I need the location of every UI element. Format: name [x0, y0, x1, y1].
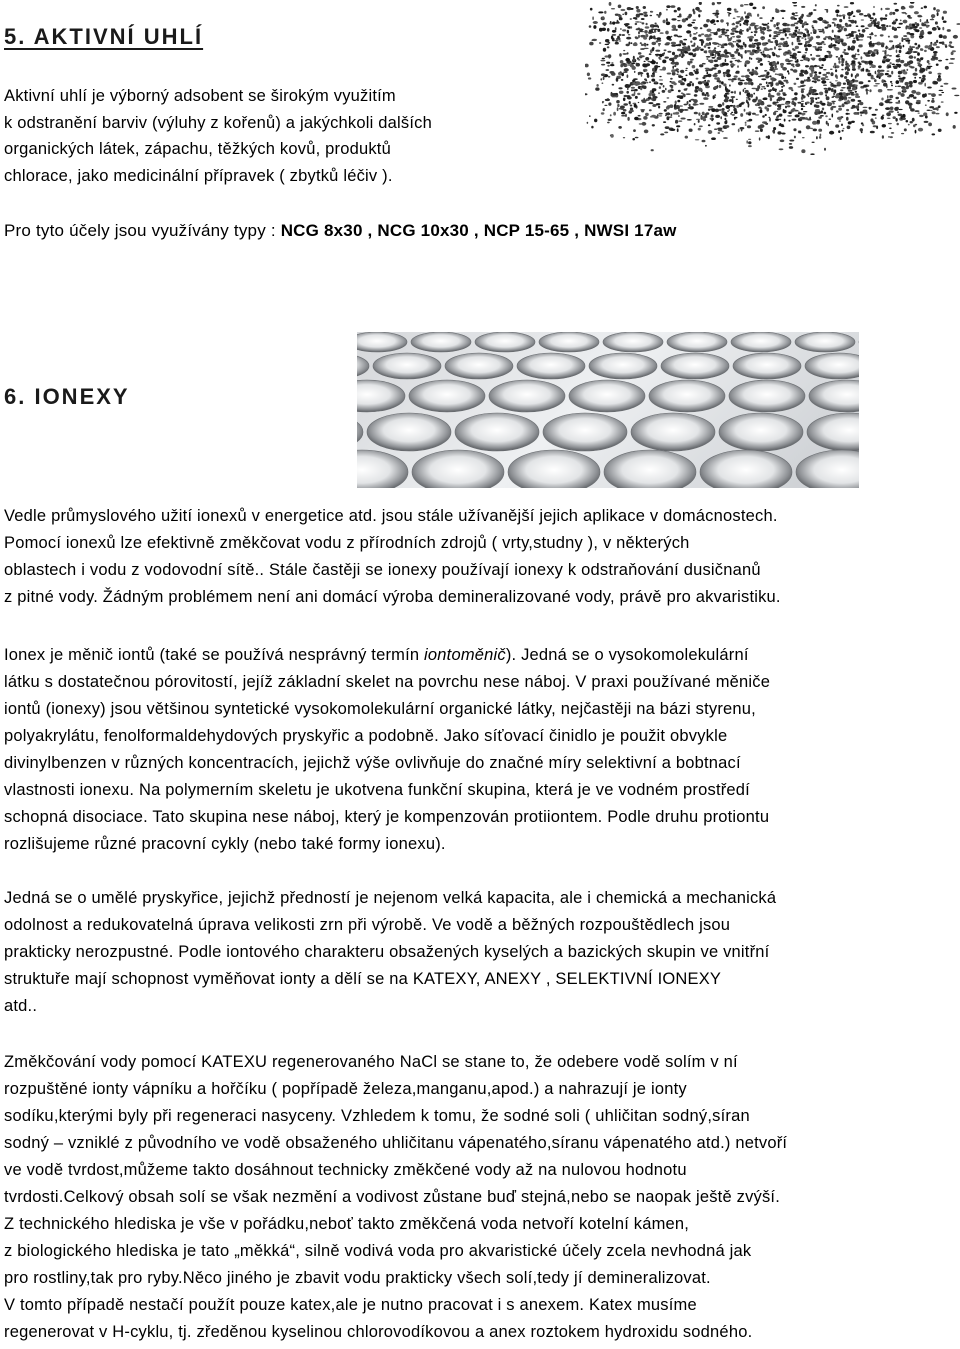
- text-line: z biologického hlediska je tato „měkká“, silně vodivá voda pro akvaristické účely zcela nevhodná jak: [4, 1242, 752, 1260]
- activated-carbon-granules-image: [585, 2, 960, 160]
- text-line: Vedle průmyslového užití ionexů v energetice atd. jsou stále užívanější jejich aplikace v domácnostech.: [4, 507, 778, 525]
- ion-exchange-resin-beads-image: [357, 332, 859, 488]
- text-line: z pitné vody. Žádným problémem není ani domácí výroba demineralizované vody, právě pro akvaristiku.: [4, 588, 781, 606]
- text-line: regenerovat v H-cyklu, tj. zředěnou kyselinou chlorovodíkovou a anex roztokem hydroxidu sodného.: [4, 1323, 753, 1341]
- text-line: divinylbenzen v různých koncentracích, jejichž výše ovlivňuje do značné míry selektivní a bobtnací: [4, 754, 741, 772]
- text-line: k odstranění barviv (výluhy z kořenů) a jakýchkoli dalších: [4, 113, 432, 132]
- text-line: iontů (ionexy) jsou většinou syntetické vysokomolekulární organické látky, nejčastěji na bázi styrenu,: [4, 700, 756, 718]
- text-span: ). Jedná se o vysokomolekulární: [505, 646, 749, 664]
- text-line: organických látek, zápachu, těžkých kovů, produktů: [4, 140, 391, 158]
- types-list: NCG 8x30 , NCG 10x30 , NCP 15-65 , NWSI 17aw: [280, 221, 677, 240]
- text-line: tvrdosti.Celkový obsah solí se však nezmění a vodivost zůstane buď stejná,nebo se naopak ještě zvýší.: [4, 1188, 780, 1206]
- text-line: V tomto případě nestačí použít pouze katex,ale je nutno pracovat i s anexem. Katex musíme: [4, 1296, 697, 1314]
- text-line: rozlišujeme různé pracovní cykly (nebo také formy ionexu).: [4, 835, 446, 853]
- text-line: Pomocí ionexů lze efektivně změkčovat vodu z přírodních zdrojů ( vrty,studny ), v některých: [4, 534, 690, 552]
- text-line: chlorace, jako medicinální přípravek ( zbytků léčiv ).: [4, 166, 393, 185]
- text-line: látku s dostatečnou pórovitostí, jejíž základní skelet na povrchu nese náboj. V praxi používané měniče: [4, 673, 771, 691]
- ionex-intro-paragraph: [4, 503, 781, 611]
- text-line: struktuře mají schopnost vyměňovat ionty a dělí se na KATEXY, ANEXY , SELEKTIVNÍ IONEXY: [4, 970, 722, 988]
- text-line: oblastech i vodu z vodovodní sítě.. Stále častěji se ionexy používají ionexy k odstraňování dusičnanů: [4, 561, 761, 579]
- water-softening-paragraph: [4, 1049, 787, 1346]
- text-span: Ionex je měnič iontů (také se používá nesprávný termín: [4, 646, 425, 664]
- text-line: sodný – vzniklé z původního ve vodě obsaženého uhličitanu vápenatého,síranu vápenatého atd.) netvoří: [4, 1134, 788, 1152]
- text-line: Změkčování vody pomocí KATEXU regenerovaného NaCl se stane to, že odebere vodě solím v ní: [4, 1053, 738, 1071]
- section-6-heading: 6. IONEXY: [4, 384, 130, 409]
- intro-paragraph: [4, 83, 432, 189]
- text-line: schopná disociace. Tato skupina nese náboj, který je kompenzován protiiontem. Podle druhu protiontu: [4, 808, 770, 826]
- ionex-definition-paragraph: [4, 642, 770, 858]
- text-line: atd..: [4, 997, 38, 1015]
- types-prefix: Pro tyto účely jsou využívány typy :: [4, 221, 281, 240]
- text-line: sodíku,kterými byly při regeneraci nasyceny. Vzhledem k tomu, že sodné soli ( uhličitan sodný,síran: [4, 1107, 750, 1125]
- text-line: vlastnosti ionexu. Na polymerním skeletu je ukotvena funkční skupina, která je ve vodném prostředí: [4, 781, 750, 799]
- text-line: prakticky nerozpustné. Podle iontového charakteru obsažených kyselých a bazických skupin ve vnitřní: [4, 943, 770, 961]
- text-line: polyakrylátu, fenolformaldehydových pryskyřic a podobně. Jako síťovací činidlo je použit obvykle: [4, 727, 728, 745]
- text-line: rozpuštěné ionty vápníku a hořčíku ( popřípadě železa,manganu,apod.) a nahrazují je ionty: [4, 1080, 687, 1098]
- text-line: ve vodě tvrdost,můžeme takto dosáhnout technicky změkčené vody až na nulovou hodnotu: [4, 1161, 687, 1179]
- resin-properties-paragraph: [4, 885, 776, 1020]
- types-paragraph: [4, 217, 677, 244]
- text-line: Jedná se o umělé pryskyřice, jejichž předností je nejenom velká kapacita, ale i chemická a mechanická: [4, 889, 777, 907]
- text-line: Z technického hlediska je vše v pořádku,neboť takto změkčená voda netvoří kotelní kámen,: [4, 1215, 690, 1233]
- text-line: pro rostliny,tak pro ryby.Něco jiného je zbavit vodu prakticky všech solí,tedy jí demineralizovat.: [4, 1269, 711, 1287]
- italic-term: iontoměnič: [424, 646, 506, 664]
- text-line: Aktivní uhlí je výborný adsobent se širokým využitím: [4, 87, 396, 105]
- section-5-heading: 5. AKTIVNÍ UHLÍ: [4, 24, 204, 49]
- text-line: odolnost a redukovatelná úprava velikosti zrn při výrobě. Ve vodě a běžných rozpouštědlech jsou: [4, 916, 731, 934]
